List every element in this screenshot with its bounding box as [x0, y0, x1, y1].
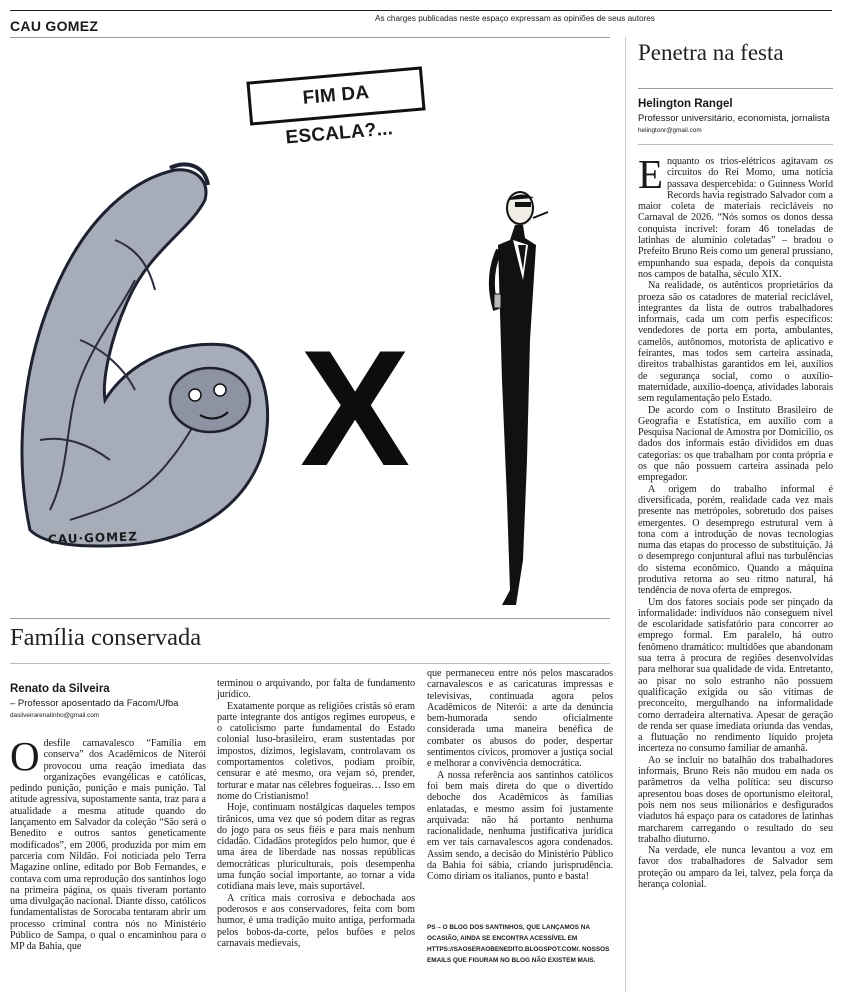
- paragraph: Na verdade, ele nunca levantou a voz em favor dos trabalhadores de Salvador sem proteção ou amparo da lei, talvez, pela força da herança colonial.: [638, 845, 833, 890]
- left-article-author: Renato da Silveira: [10, 683, 110, 695]
- artist-signature: CAU·GOMEZ: [47, 529, 139, 547]
- paragraph: que permaneceu entre nós pelos mascarados carnavalescos e as caricaturas impressas e televisivas, continuada agora pelos Acadêmicos de Niterói: a arte da denúncia bem-humorada sendo oficialmente considerada uma maneira benéfica de combater os abusos do poder, despertar sentimentos cívicos, promover a justiça social e melhorar a convivência democrática.: [427, 668, 613, 770]
- byline-rule: [638, 144, 833, 145]
- paragraph: Um dos fatores sociais pode ser pinçado da informalidade: indivíduos não conseguem nível de escolaridade satisfatório para concorrer ao emprego formal. Em paralelo, há outro fenômeno dramático: multidões que abandonam sua terra à procura de regiões desenvolvidas para melhorar sua qualidade de vida. Entretanto, ao pisar no solo estranho não possuem qualificação exigida ou são vítimas de preconceito, mergulhando na informalidade como derradeira alternativa. Apesar de geração de renda ser quase imediata oriunda das vendas, a flutuação no rendimento líquido projeta incerteza no consumo familiar de amanhã.: [638, 596, 833, 755]
- paragraph: Na realidade, os autênticos proprietários da proeza são os catadores de material reciclável, integrantes da lista de outros trabalhadores informais, cada um com perfis específicos: vendedores de porta em porta, ambulantes, camelôs, autônomos, motorista de aplicativo e feirantes, mas todos sem carteira assinada, direitos trabalhistas garantidos em lei, auxílios de segurança social, como o auxílio-maternidade, auxílio-doença, atividades laborais sem regulamentação pelo Estado.: [638, 280, 833, 405]
- opinion-disclaimer: As charges publicadas neste espaço expressam as opiniões de seus autores: [375, 14, 655, 23]
- cartoon-sign-fim-da-escala: FIM DA ESCALA?...: [246, 66, 425, 125]
- paragraph: terminou o arquivando, por falta de fundamento jurídico.: [217, 678, 415, 701]
- top-rule: [10, 10, 832, 11]
- left-article-author-email[interactable]: dasilveirarenatinho@gmail.com: [10, 712, 100, 719]
- left-article-column-3: [427, 668, 613, 883]
- drop-cap: E: [638, 151, 663, 197]
- paragraph: [638, 151, 833, 280]
- paragraph: A origem do trabalho informal é diversificada, porém, realidade cada vez mais presente nas metrópoles, sobretudo dos países emergentes. O desemprego estrutural vem à tona com a introdução de novas tecnologias numa das etapas do processo de substituição. Já o desemprego conjuntural aflui nas turbulências do sistema econômico. Quando a máquina produtiva retorna ao seu ritmo natural, há tendência de nova oferta de empregos.: [638, 483, 833, 597]
- paragraph: Ao se incluir no batalhão dos trabalhadores informais, Bruno Reis não mudou em nada os parâmetros da velha política: seu discurso apresentou boas doses de oportunismo eleitoral, pois nem nos seus milionários e desfigurados viadutos há espaço para os catadores de latinhas marcharem carregando o resultado do seu trabalho diuturno.: [638, 754, 833, 845]
- headline-rule: [10, 663, 610, 664]
- column-separator: [625, 37, 626, 992]
- left-article-author-role: – Professor aposentado da Facom/Ufba: [10, 698, 179, 709]
- right-article-author-role: Professor universitário, economista, jornalista: [638, 113, 830, 124]
- headline-rule: [638, 88, 833, 89]
- header-rule: [10, 37, 610, 38]
- paragraph: De acordo com o Instituto Brasileiro de Geografia e Estatística, em auxílio com a Pesquisa Nacional de Amostra por Domicílio, os dados dos informais estão divididos em duas categorias: os que trabalham por conta própria e os que não possuem carteira assinada pelo empregador.: [638, 404, 833, 484]
- article-rule: [10, 618, 610, 619]
- right-article-headline: Penetra na festa: [638, 40, 784, 65]
- paragraph-text: desfile carnavalesco “Família em conserva” dos Acadêmicos de Niterói provocou uma reação imediata das organizações evangélicas e católicas, pedindo punição, punição e mais punição. Tal atitude agressiva, supostamente santa, traz para a atualidade a mesma atitude quando do lançamento em Salvador da coleção “São será o Benedito e outros santos geneticamente modificados”, em 2006, produzida por mim em parceria com Nildão. Foi noticiada pelo Terra Magazine online, editado por Bob Fernandes, e contava com uma reprodução dos santinhos logo na primeira página, os quais tiveram portanto uma divulgação nacional. Diante disso, católicos fundamentalistas de Sorocaba tentaram abrir um processo criminal contra nós no Ministério Público de Sampa, o qual o encaminhou para o MP da Bahia, que: [10, 738, 206, 953]
- right-article-column: [638, 151, 833, 890]
- paragraph: Hoje, continuam nostálgicas daqueles tempos tirânicos, uma vez que só podem ditar as regras do jogo para os seus fiéis e para mais nenhum cidadão. Cidadãos protegidos pelo humor, que é uma área de liberdade nas nossas repúblicas democráticas pluriculturais, pois desempenha uma função social importante, ao tornar a vida cotidiana mais leve, mais suportável.: [217, 802, 415, 893]
- paragraph: [10, 733, 206, 953]
- drop-cap: O: [10, 733, 40, 779]
- postscript-note: PS – O BLOG DOS SANTINHOS, QUE LANÇAMOS NA OCASIÃO, AINDA SE ENCONTRA ACESSÍVEL EM HTTPS://SAOSERAOBENEDITO.BLOGSPOT.COM/. NOSSOS EMAILS QUE FIGURAM NO BLOG NÃO EXISTEM MAIS.: [427, 924, 610, 964]
- paragraph: A crítica mais corrosiva e debochada aos poderosos e aos conservadores, feita com bom humor, é uma tradição muito antiga, performada pelos bobos-da-corte, pelos bufões e pelos carnavais medievais,: [217, 892, 415, 949]
- right-article-author-email[interactable]: helingtonr@gmail.com: [638, 127, 702, 134]
- crumpled-figure: [22, 164, 268, 546]
- paragraph: A nossa referência aos santinhos católicos foi bem mais direta do que o divertido deboche dos Acadêmicos às famílias enlatadas, e mesmo assim foi justamente arquivada: não há portanto nenhuma racionalidade, nenhuma justificativa jurídica em ver tais carnavalescos agora condenados. Assim sendo, a decisão do Ministério Público da Bahia foi sábia, criando jurisprudência. Como diriam os italianos, punto e basta!: [427, 769, 613, 883]
- left-article-column-2: [217, 678, 415, 949]
- paragraph-text: nquanto os trios-elétricos agitavam os circuitos do Rei Momo, uma notícia passava despercebida: o Guinness World Records havia registrado Salvador com a maior coleta de materiais recicláveis no Carnaval de 2026. “Nós somos os donos dessa conquista incrível: foram 46 toneladas de latinhas de alumínio coletadas” – bradou o Prefeito Bruno Reis como um general prussiano, empunhando sua espada, depois da conquista nos campos de batalha, século XIX.: [638, 156, 833, 280]
- left-article-column-1: [10, 733, 206, 953]
- paragraph: Exatamente porque as religiões cristãs só eram parte integrante dos antigos regimes europeus, e o catolicismo parte fundamental do Estado colonial luso-brasileiro, eram sustentadas por impostos, dízimos, legislavam, controlavam os comportamentos coletivos, podiam proibir, censurar e até mesmo, ora vejam só, prender, torturar e matar nas célebres fogueiras… Isso em nome do Cristianismo!: [217, 700, 415, 802]
- right-article-author: Helington Rangel: [638, 98, 733, 110]
- tall-thin-man-figure: [492, 192, 548, 605]
- big-x-mark: X: [299, 316, 411, 500]
- left-article-headline: Família conservada: [10, 624, 202, 651]
- cartoon-section-tag: CAU GOMEZ: [10, 18, 99, 34]
